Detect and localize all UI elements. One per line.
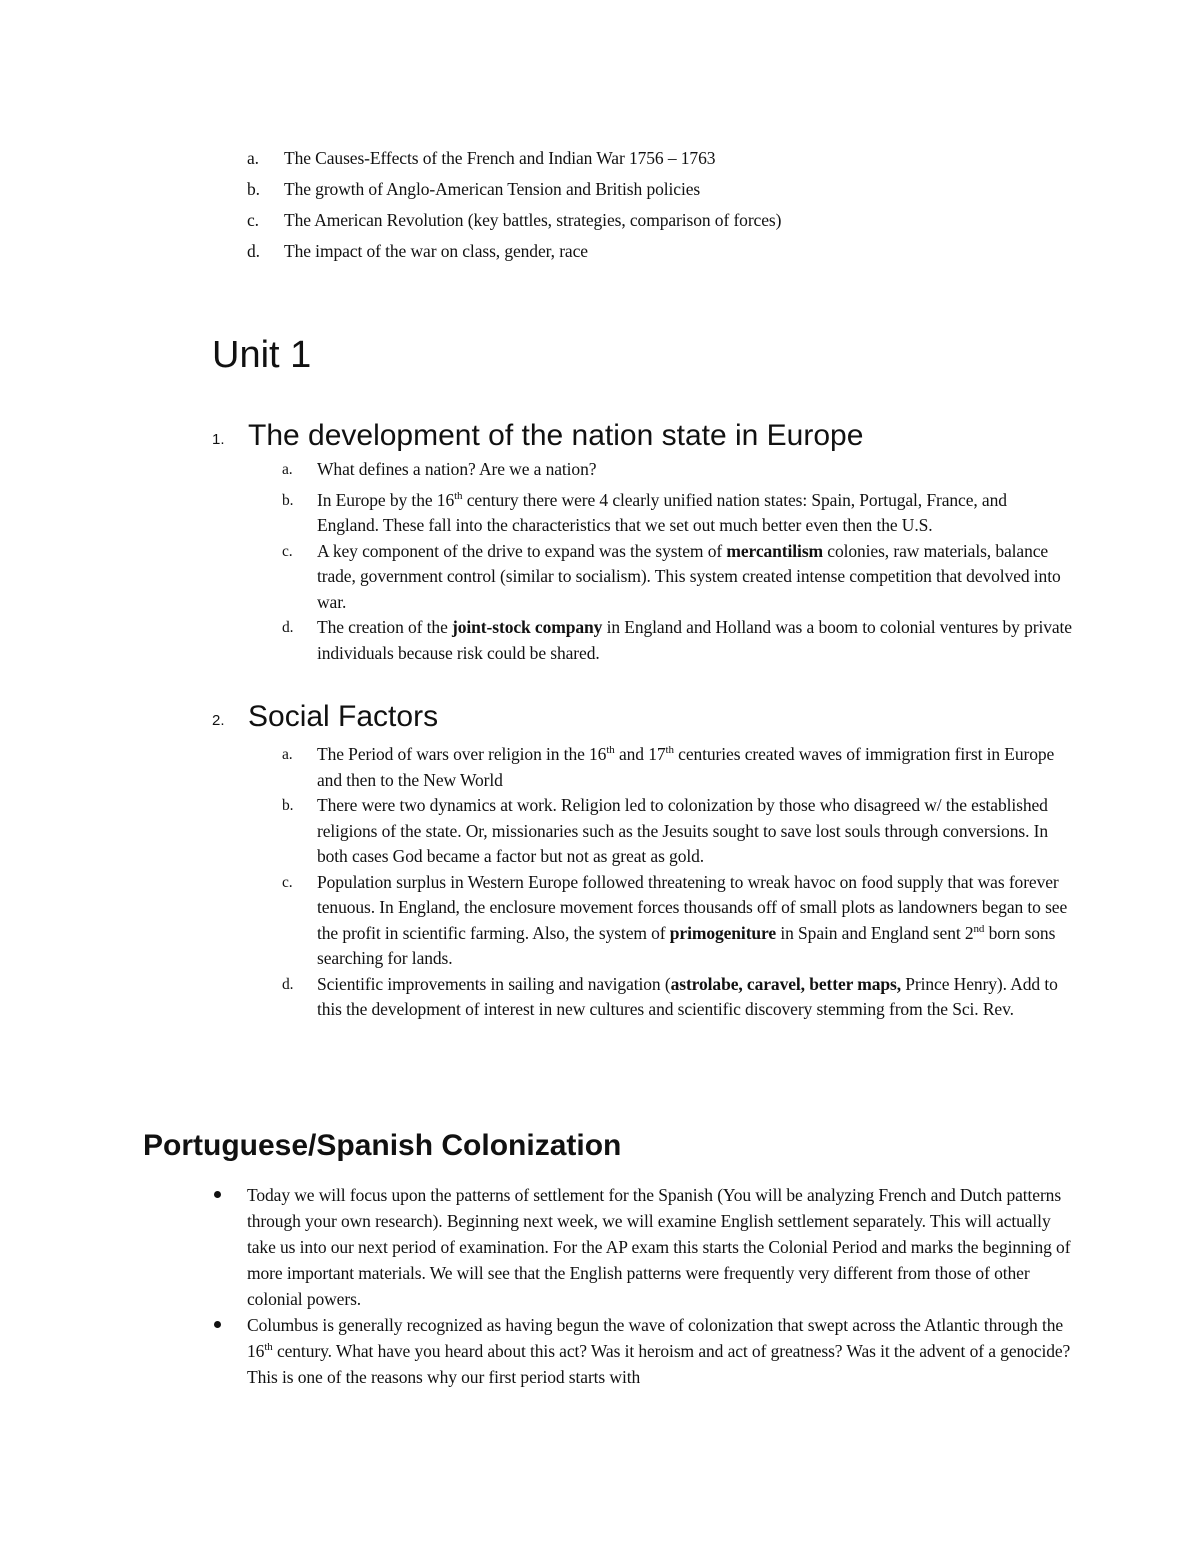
- list-item-text: The Period of wars over religion in the 16: [317, 744, 607, 764]
- superscript: th: [665, 744, 674, 756]
- bold-term: mercantilism: [726, 540, 824, 561]
- list-item: [282, 870, 1072, 972]
- list-item: [282, 972, 1072, 1023]
- list-item-text: The impact of the war on class, gender, race: [284, 241, 588, 261]
- list-item: [282, 457, 1072, 483]
- list-item-text: In Europe by the 16: [317, 489, 455, 510]
- list-marker: c.: [247, 210, 259, 230]
- list-item: [247, 237, 1107, 268]
- list-marker: a.: [247, 148, 259, 168]
- bullet-item: [212, 1312, 1072, 1390]
- list-marker: d.: [247, 241, 260, 261]
- section-heading-social-factors: [212, 698, 438, 736]
- bullet-text: Today we will focus upon the patterns of settlement for the Spanish (You will be analyzing French and Dutch patterns through your own research). Beginning next week, we will examine English settlement separately. This will actually take us into our next period of examination. For the AP exam this starts the Colonial Period and marks the beginning of more important materials. We will see that the English patterns were frequently very different from those of other colonial powers.: [247, 1185, 1071, 1309]
- section-title: Social Factors: [248, 700, 439, 733]
- superscript: nd: [973, 922, 985, 935]
- superscript: th: [264, 1341, 273, 1353]
- bullet-dot-icon: [214, 1321, 221, 1328]
- section-number: 1.: [212, 431, 225, 448]
- superscript: th: [606, 744, 615, 756]
- list-marker: b.: [282, 797, 294, 814]
- section-social-factors-list: [282, 742, 1072, 1023]
- list-item-text: Population surplus in Western Europe followed threatening to wreak havoc on food supply that was forever tenuous. In England, the enclosure movement forces thousands off of small plots as landowners began to see the profit in scientific farming. Also, the system of: [317, 871, 1068, 943]
- bullet-text: century. What have you heard about this act? Was it heroism and act of greatness? Was it the advent of a genocide? This is one of the reasons why our first period starts with: [247, 1341, 1071, 1387]
- list-marker: c.: [282, 873, 293, 891]
- list-marker: d.: [282, 975, 294, 993]
- list-item: [282, 615, 1072, 666]
- unit-title: Unit 1: [212, 334, 312, 376]
- list-item-text: The creation of the: [317, 617, 453, 637]
- section-heading-nation-state: [212, 417, 863, 455]
- list-item-text: in England and Holland was a boom to colonial ventures by private individuals because risk could be shared.: [317, 617, 1072, 663]
- bullet-text: Columbus is generally recognized as having begun the wave of colonization that swept across the Atlantic through the 16: [247, 1315, 1064, 1361]
- list-item-text: centuries created waves of immigration first in Europe and then to the New World: [317, 744, 1055, 790]
- list-item: [282, 488, 1072, 539]
- list-item: [282, 539, 1072, 616]
- list-item-text: Prince Henry). Add to this the development of interest in new cultures and scientific discovery stemming from the Sci. Rev.: [317, 973, 1058, 1019]
- list-item: [282, 742, 1072, 793]
- colonization-heading: Portuguese/Spanish Colonization: [143, 1129, 622, 1162]
- list-item-text: What defines a nation? Are we a nation?: [317, 459, 597, 479]
- list-item-text: The Causes-Effects of the French and Indian War 1756 – 1763: [284, 148, 716, 168]
- list-item: [282, 793, 1072, 870]
- list-item-text: Scientific improvements in sailing and navigation (: [317, 973, 671, 994]
- list-item: [247, 144, 1107, 175]
- bold-term: joint-stock company: [452, 617, 603, 637]
- section-number: 2.: [212, 712, 225, 729]
- bullet-dot-icon: [214, 1191, 221, 1198]
- list-item-text: The American Revolution (key battles, strategies, comparison of forces): [284, 210, 782, 230]
- list-item-text: colonies, raw materials, balance trade, government control (similar to socialism). This system created intense competition that devolved into war.: [317, 540, 1061, 612]
- colonization-bullet-list: [212, 1182, 1072, 1390]
- list-marker: b.: [247, 179, 260, 199]
- bullet-item: [212, 1182, 1072, 1312]
- list-marker: b.: [282, 491, 294, 509]
- list-item-text: born sons searching for lands.: [317, 922, 1056, 968]
- bold-term: astrolabe, caravel, better maps,: [670, 973, 901, 994]
- list-item-text: and 17: [614, 744, 666, 764]
- list-item-text: century there were 4 clearly unified nation states: Spain, Portugal, France, and England. These fall into the characteristics that we set out much better even then the U.S.: [317, 489, 1007, 535]
- list-item-text: A key component of the drive to expand was the system of: [317, 540, 727, 561]
- list-item-text: There were two dynamics at work. Religion led to colonization by those who disagreed w/ the established religions of the state. Or, missionaries such as the Jesuits sought to save lost souls through conversions. In both cases God became a factor but not as great as gold.: [317, 795, 1048, 866]
- superscript: th: [454, 489, 463, 502]
- list-item-text: in Spain and England sent 2: [776, 922, 974, 943]
- section-title: The development of the nation state in Europe: [248, 419, 864, 452]
- list-marker: c.: [282, 542, 293, 560]
- list-item: [247, 175, 1107, 206]
- list-marker: d.: [282, 619, 294, 636]
- list-item: [247, 206, 1107, 237]
- list-marker: a.: [282, 461, 293, 478]
- list-item-text: The growth of Anglo-American Tension and British policies: [284, 179, 701, 199]
- bold-term: primogeniture: [669, 922, 777, 943]
- top-outline-list: [247, 144, 1107, 268]
- section-nation-state-list: [282, 457, 1072, 666]
- list-marker: a.: [282, 746, 293, 763]
